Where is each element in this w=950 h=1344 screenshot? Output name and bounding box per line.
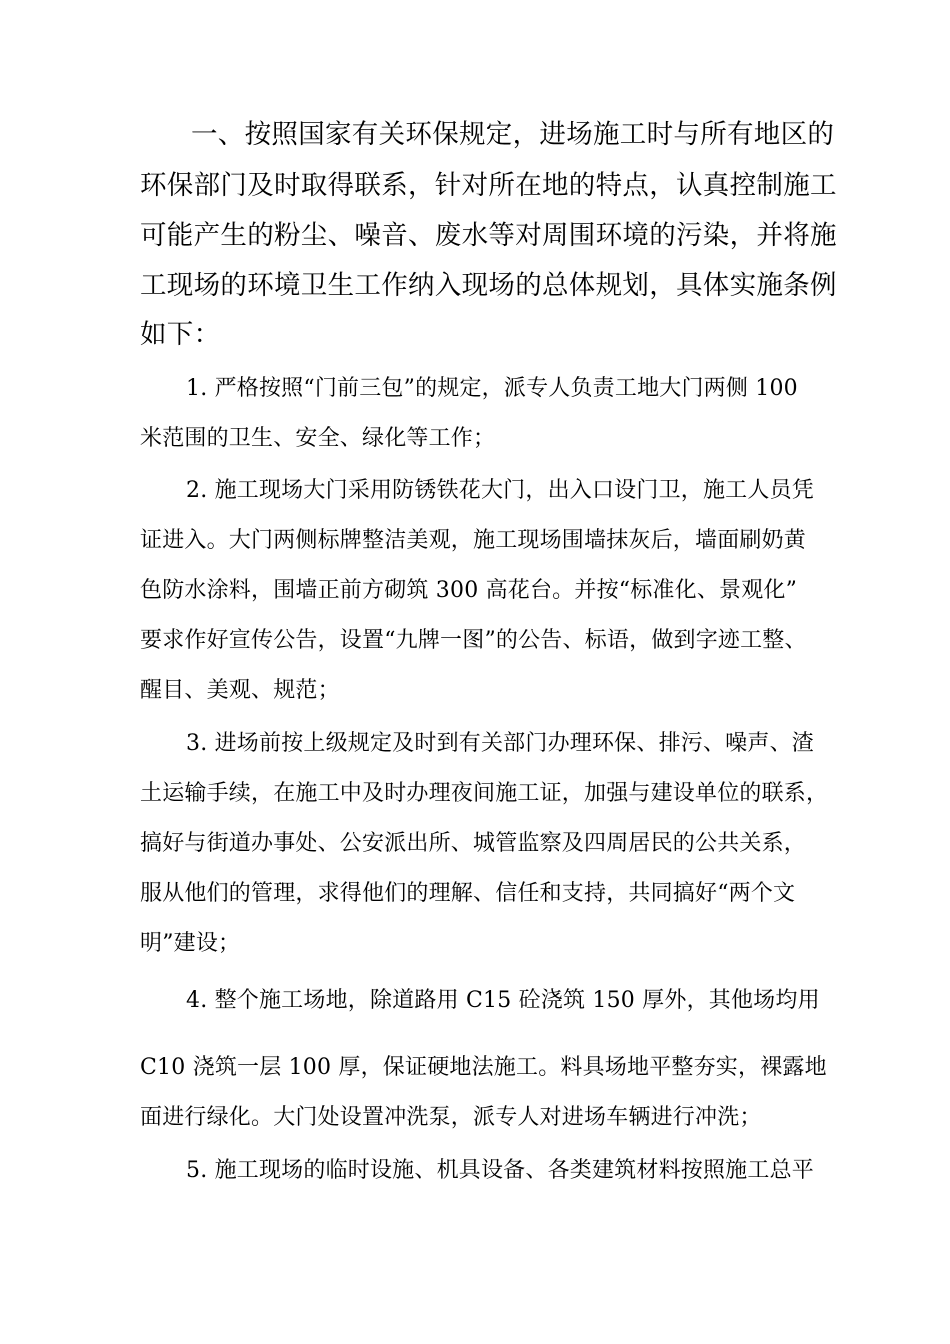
- item-2-line-3: 色防水涂料，围墙正前方砌筑 300 高花台。并按“标准化、景观化”: [140, 578, 798, 603]
- intro-line-2: 环保部门及时取得联系，针对所在地的特点，认真控制施工: [140, 170, 837, 201]
- item-4-line-3: 面进行绿化。大门处设置冲洗泵，派专人对进场车辆进行冲洗；: [140, 1105, 762, 1130]
- item-3-line-5: 明”建设；: [140, 931, 241, 956]
- item-1-line-2: 米范围的卫生、安全、绿化等工作；: [140, 426, 496, 451]
- item-2-line-5: 醒目、美观、规范；: [140, 678, 340, 703]
- item-3-line-3: 搞好与街道办事处、公安派出所、城管监察及四周居民的公共关系，: [140, 831, 807, 856]
- item-2-line-1: 2. 施工现场大门采用防锈铁花大门，出入口设门卫，施工人员凭: [186, 478, 814, 503]
- item-2-line-4: 要求作好宣传公告，设置“九牌一图”的公告、标语，做到字迹工整、: [140, 628, 807, 653]
- item-4-line-2: C10 浇筑一层 100 厚，保证硬地法施工。料具场地平整夯实，裸露地: [140, 1055, 827, 1080]
- intro-line-5: 如下：: [140, 319, 221, 350]
- intro-line-3: 可能产生的粉尘、噪音、废水等对周围环境的污染，并将施: [140, 220, 837, 251]
- item-3-line-1: 3. 进场前按上级规定及时到有关部门办理环保、排污、噪声、渣: [186, 731, 814, 756]
- item-3-line-4: 服从他们的管理，求得他们的理解、信任和支持，共同搞好“两个文: [140, 881, 796, 906]
- item-3-line-2: 土运输手续，在施工中及时办理夜间施工证，加强与建设单位的联系，: [140, 781, 829, 806]
- item-5-line-1: 5. 施工现场的临时设施、机具设备、各类建筑材料按照施工总平: [186, 1158, 814, 1183]
- item-1-line-1: 1. 严格按照“门前三包”的规定，派专人负责工地大门两侧 100: [186, 376, 798, 401]
- item-4-line-1: 4. 整个施工场地，除道路用 C15 砼浇筑 150 厚外，其他场均用: [186, 988, 820, 1013]
- item-2-line-2: 证进入。大门两侧标牌整洁美观，施工现场围墙抹灰后，墙面刷奶黄: [140, 528, 807, 553]
- intro-line-4: 工现场的环境卫生工作纳入现场的总体规划，具体实施条例: [140, 270, 837, 301]
- intro-line-1: 一、按照国家有关环保规定，进场施工时与所有地区的: [191, 119, 835, 150]
